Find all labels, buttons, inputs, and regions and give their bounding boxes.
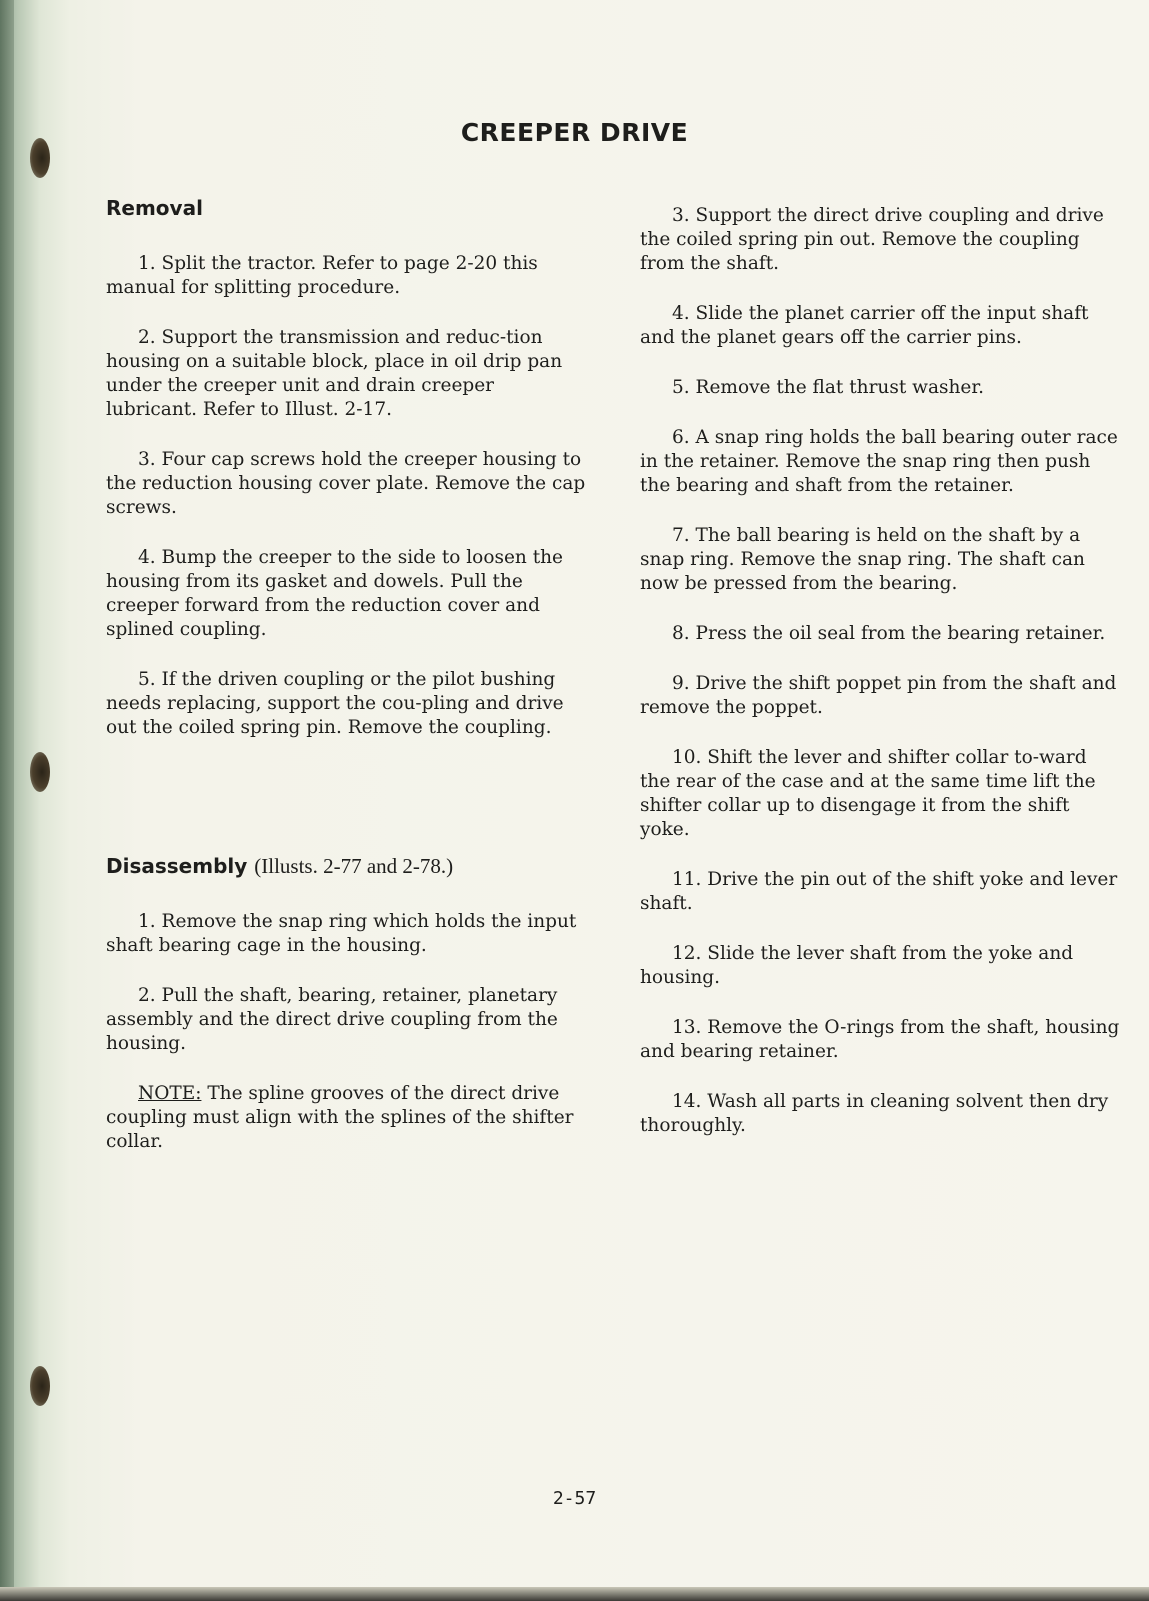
disassembly-step: 8. Press the oil seal from the bearing retainer. xyxy=(672,623,1106,644)
page-title: CREEPER DRIVE xyxy=(460,118,689,147)
removal-step: 3. Four cap screws hold the creeper housing to the reduction housing cover plate. Remove the cap screws. xyxy=(106,449,586,518)
disassembly-step: 4. Slide the planet carrier off the input shaft and the planet gears off the carrier pins. xyxy=(640,303,1089,348)
note-label: NOTE: xyxy=(138,1083,202,1104)
disassembly-step: 13. Remove the O-rings from the shaft, housing and bearing retainer. xyxy=(640,1017,1120,1062)
disassembly-illustration-ref: (Illusts. 2-77 and 2-78.) xyxy=(254,854,454,878)
right-column xyxy=(640,204,1120,1164)
disassembly-step: 3. Support the direct drive coupling and drive the coiled spring pin out. Remove the coupling from the shaft. xyxy=(640,205,1104,274)
disassembly-step: 9. Drive the shift poppet pin from the shaft and remove the poppet. xyxy=(640,673,1117,718)
removal-step: 5. If the driven coupling or the pilot bushing needs replacing, support the cou-pling and drive out the coiled spring pin. Remove the coupling. xyxy=(106,669,564,738)
binding-edge xyxy=(0,0,14,1601)
disassembly-step: 14. Wash all parts in cleaning solvent then dry thoroughly. xyxy=(640,1091,1109,1136)
disassembly-step: 5. Remove the flat thrust washer. xyxy=(672,377,985,398)
disassembly-step: 2. Pull the shaft, bearing, retainer, planetary assembly and the direct drive coupling from the housing. xyxy=(106,985,558,1054)
removal-step: 2. Support the transmission and reduc-tion housing on a suitable block, place in oil drip pan under the creeper unit and drain creeper lubricant. Refer to Illust. 2-17. xyxy=(106,327,563,420)
disassembly-step: 11. Drive the pin out of the shift yoke and lever shaft. xyxy=(640,869,1118,914)
binder-hole xyxy=(30,1366,50,1406)
removal-step: 1. Split the tractor. Refer to page 2-20 this manual for splitting procedure. xyxy=(106,253,538,298)
section-gap xyxy=(106,766,586,854)
note-text: The spline grooves of the direct drive coupling must align with the splines of the shifter collar. xyxy=(106,1083,574,1152)
disassembly-step: 1. Remove the snap ring which holds the input shaft bearing cage in the housing. xyxy=(106,911,577,956)
disassembly-note xyxy=(106,1082,586,1154)
removal-heading xyxy=(106,196,586,220)
removal-heading-text: Removal xyxy=(106,196,203,220)
left-column xyxy=(106,196,586,1180)
bottom-edge xyxy=(0,1587,1149,1601)
page-number: 2-57 xyxy=(552,1488,597,1509)
disassembly-step: 7. The ball bearing is held on the shaft by a snap ring. Remove the snap ring. The shaft can now be pressed from the bearing. xyxy=(640,525,1085,594)
disassembly-step: 10. Shift the lever and shifter collar to-ward the rear of the case and at the same time lift the shifter collar up to disengage it from the shift yoke. xyxy=(640,747,1096,840)
disassembly-heading xyxy=(106,854,586,878)
disassembly-step: 6. A snap ring holds the ball bearing outer race in the retainer. Remove the snap ring then push the bearing and shaft from the retainer. xyxy=(640,427,1118,496)
disassembly-heading-text: Disassembly xyxy=(106,854,248,878)
disassembly-step: 12. Slide the lever shaft from the yoke and housing. xyxy=(640,943,1074,988)
removal-step: 4. Bump the creeper to the side to loosen the housing from its gasket and dowels. Pull the creeper forward from the reduction cover and splined coupling. xyxy=(106,547,563,640)
binder-hole xyxy=(30,752,50,792)
